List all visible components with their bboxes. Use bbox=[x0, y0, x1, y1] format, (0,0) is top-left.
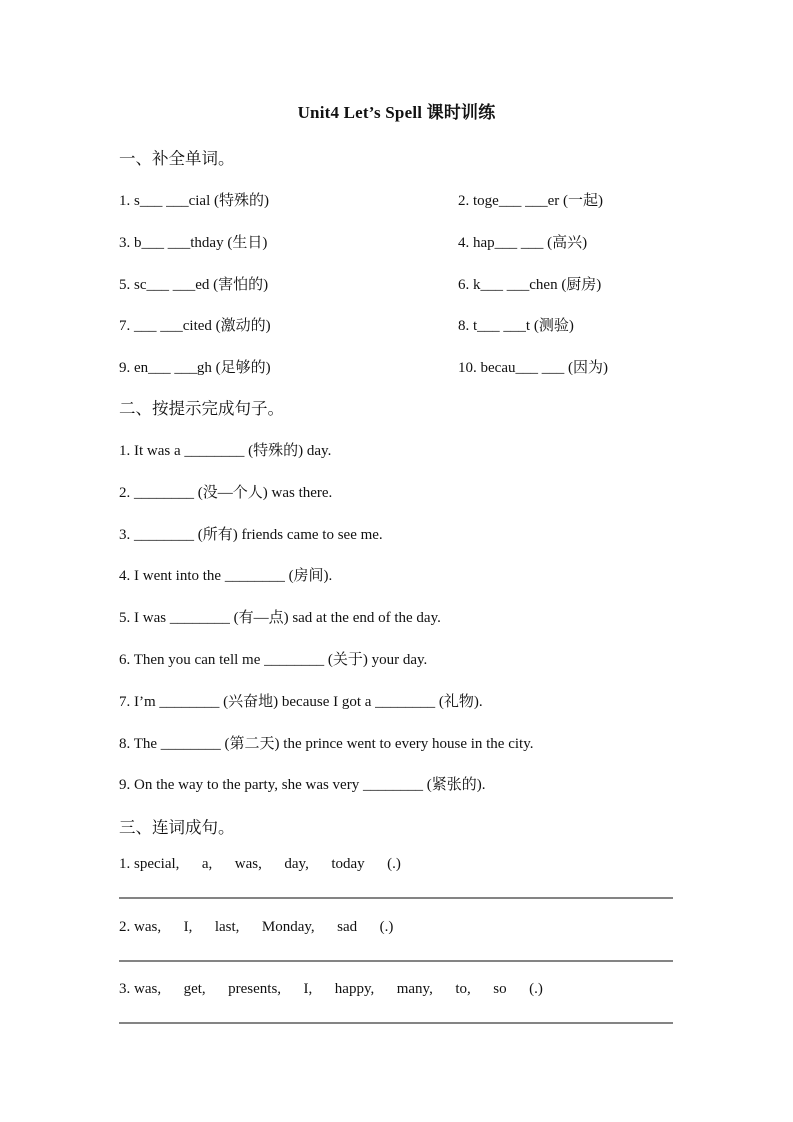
sentence-blank-item: 1. It was a ________ (特殊的) day. bbox=[119, 443, 332, 459]
section-1-heading: 一、补全单词。 bbox=[119, 149, 235, 168]
word-blank-item: 2. toge___ ___er (一起) bbox=[458, 193, 603, 209]
sentence-blank-item: 4. I went into the ________ (房间). bbox=[119, 568, 333, 585]
word-blank-item: 3. b___ ___thday (生日) bbox=[119, 234, 268, 251]
sentence-blank-item: 3. ________ (所有) friends came to see me. bbox=[119, 526, 383, 543]
jumble-sentence-item: 3. was, get, presents, I, happy, many, to, so (.) bbox=[119, 981, 543, 997]
word-blank-item: 1. s___ ___cial (特殊的) bbox=[119, 193, 269, 209]
word-blank-item: 5. sc___ ___ed (害怕的) bbox=[119, 276, 269, 293]
word-blank-item: 7. ___ ___cited (激动的) bbox=[119, 318, 271, 335]
sentence-blank-item: 9. On the way to the party, she was very ________ (紧张的). bbox=[119, 777, 486, 794]
jumble-sentence-item: 2. was, I, last, Monday, sad (.) bbox=[119, 919, 394, 935]
sentence-blank-item: 5. I was ________ (有—点) sad at the end of the day. bbox=[119, 610, 441, 627]
section-2-heading: 二、按提示完成句子。 bbox=[119, 399, 284, 418]
worksheet-title: Unit4 Let’s Spell 课时训练 bbox=[297, 103, 496, 122]
word-blank-item: 8. t___ ___t (测验) bbox=[458, 318, 574, 335]
answer-line bbox=[119, 1022, 673, 1024]
answer-line bbox=[119, 897, 673, 899]
jumble-sentence-item: 1. special, a, was, day, today (.) bbox=[119, 856, 401, 872]
word-blank-item: 10. becau___ ___ (因为) bbox=[458, 360, 608, 377]
sentence-blank-item: 6. Then you can tell me ________ (关于) your day. bbox=[119, 651, 428, 668]
word-blank-item: 9. en___ ___gh (足够的) bbox=[119, 360, 271, 377]
sentence-blank-item: 7. I’m ________ (兴奋地) because I got a ________ (礼物). bbox=[119, 693, 483, 710]
answer-line bbox=[119, 960, 673, 962]
word-completion-grid bbox=[119, 191, 719, 400]
sentence-blank-item: 2. ________ (没—个人) was there. bbox=[119, 484, 333, 501]
word-blank-item: 6. k___ ___chen (厨房) bbox=[458, 276, 602, 293]
sentence-blank-item: 8. The ________ (第二天) the prince went to every house in the city. bbox=[119, 735, 534, 752]
word-blank-item: 4. hap___ ___ (高兴) bbox=[458, 234, 588, 251]
section-3-heading: 三、连词成句。 bbox=[119, 818, 235, 837]
sentence-completion-list bbox=[119, 441, 759, 817]
